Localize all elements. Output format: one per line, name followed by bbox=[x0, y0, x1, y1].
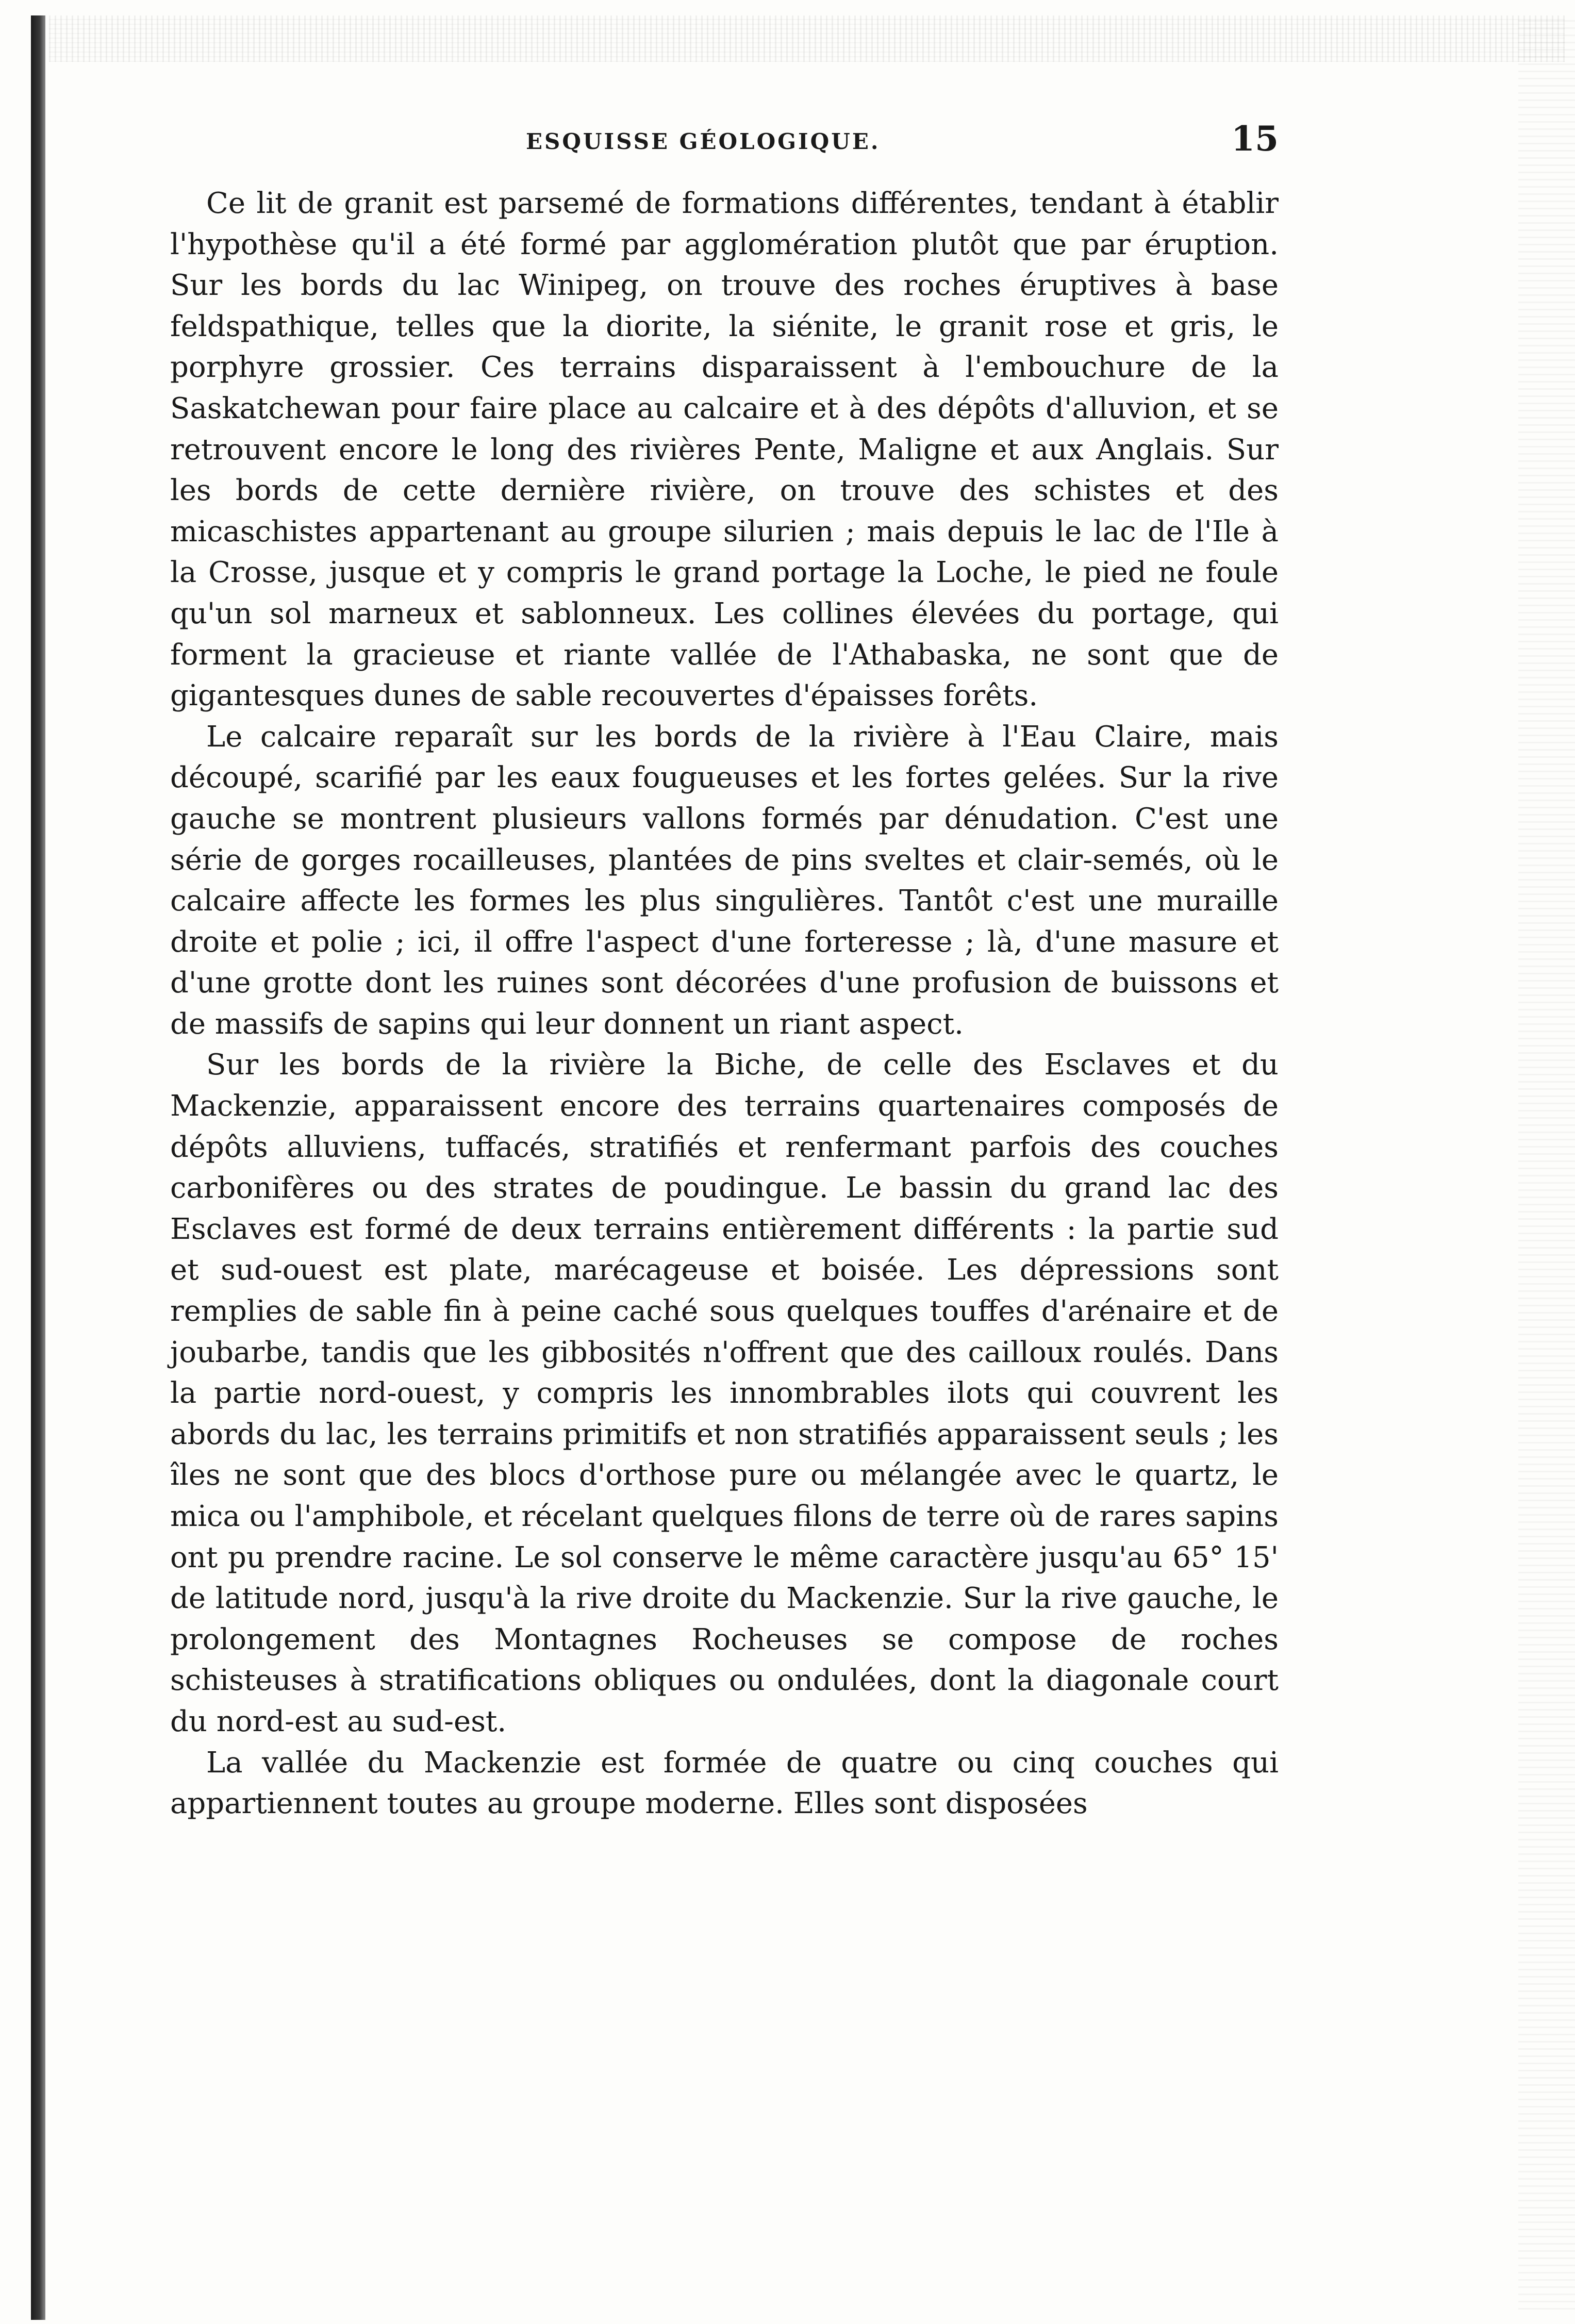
running-title: ESQUISSE GÉOLOGIQUE. bbox=[526, 129, 881, 154]
page-header bbox=[170, 119, 1279, 165]
page-number: 15 bbox=[1231, 119, 1279, 159]
paragraph-calcaire: Le calcaire reparaît sur les bords de la rivière à l'Eau Claire, mais découpé, scarifié par les eaux fougueuses et les fortes gelées. Sur la rive gauche se montrent plusieurs vallons formés par dénudation. C'est une série de gorges rocailleuses, plantées de pins sveltes et clair-semés, où le calcaire affecte les formes les plus singulières. Tantôt c'est une muraille droite et polie ; ici, il offre l'aspect d'une forteresse ; là, d'une masure et d'une grotte dont les ruines sont décorées d'une profusion de buissons et de massifs de sapins qui leur donnent un riant aspect. bbox=[170, 720, 1279, 1041]
page-binding-edge bbox=[31, 15, 45, 2320]
paragraph-vallee-mackenzie: La vallée du Mackenzie est formée de quatre ou cinq couches qui appartiennent toutes au groupe moderne. Elles sont disposées bbox=[170, 1746, 1279, 1821]
scan-noise-right bbox=[1518, 15, 1575, 2310]
scan-noise-top bbox=[49, 15, 1565, 62]
paragraph-biche-mackenzie: Sur les bords de la rivière la Biche, de celle des Esclaves et du Mackenzie, apparaissent encore des terrains quartenaires composés de dépôts alluviens, tuffacés, stratifiés et renfermant parfois des couches carbonifères ou des strates de poudingue. Le bassin du grand lac des Esclaves est formé de deux terrains entièrement différents : la partie sud et sud-ouest est plate, marécageuse et boisée. Les dépressions sont remplies de sable fin à peine caché sous quelques touffes d'arénaire et de joubarbe, tandis que les gibbosités n'offrent que des cailloux roulés. Dans la partie nord-ouest, y compris les innombrables ilots qui couvrent les abords du lac, les terrains primitifs et non stratifiés apparaissent seuls ; les îles ne sont que des blocs d'orthose pure ou mélangée avec le quartz, le mica ou l'amphibole, et récelant quelques filons de terre où de rares sapins ont pu prendre racine. Le sol conserve le même caractère jusqu'au 65° 15' de latitude nord, jusqu'à la rive droite du Mackenzie. Sur la rive gauche, le prolongement des Montagnes Rocheuses se compose de roches schisteuses à stratifications obliques ou ondulées, dont la diagonale court du nord-est au sud-est. bbox=[170, 1048, 1279, 1738]
paragraph-granit: Ce lit de granit est parsemé de formations différentes, tendant à établir l'hypothèse qu'il a été formé par agglomération plutôt que par éruption. Sur les bords du lac Winipeg, on trouve des roches éruptives à base feldspathique, telles que la diorite, la siénite, le granit rose et gris, le porphyre grossier. Ces terrains disparaissent à l'embouchure de la Saskatchewan pour faire place au calcaire et à des dépôts d'alluvion, et se retrouvent encore le long des rivières Pente, Maligne et aux Anglais. Sur les bords de cette dernière rivière, on trouve des schistes et des micaschistes appartenant au groupe silurien ; mais depuis le lac de l'Ile à la Crosse, jusque et y compris le grand portage la Loche, le pied ne foule qu'un sol marneux et sablonneux. Les collines élevées du portage, qui forment la gracieuse et riante vallée de l'Athabaska, ne sont que de gigantesques dunes de sable recouvertes d'épaisses forêts. bbox=[170, 187, 1279, 713]
body-text bbox=[170, 183, 1279, 1824]
